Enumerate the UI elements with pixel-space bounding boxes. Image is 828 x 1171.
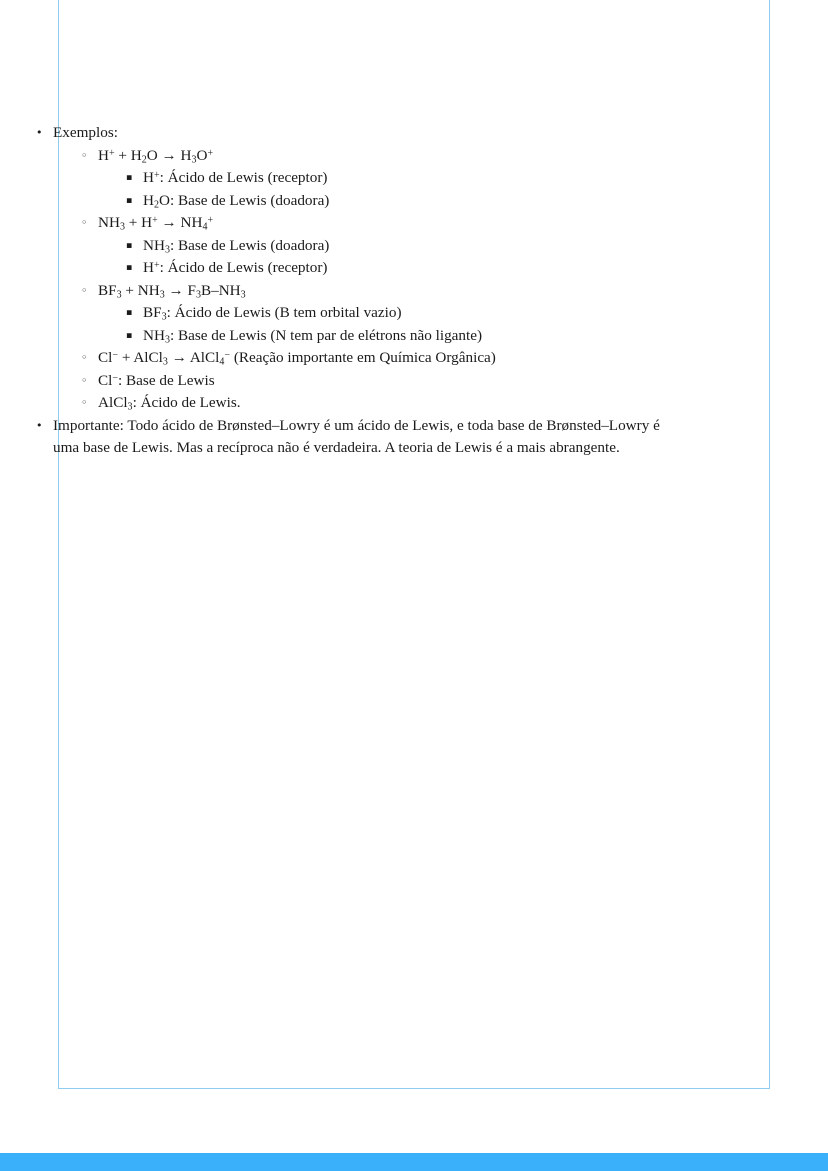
reaction-3-detail-2 — [143, 325, 686, 348]
list-item-reaction-3 — [81, 280, 686, 348]
eq3-part2: + NH — [121, 281, 160, 299]
detail-text: : Base de Lewis (doadora) — [169, 236, 330, 254]
detail-species: NH — [143, 236, 165, 254]
list-item-detail — [126, 257, 686, 280]
detail-species: NH — [143, 326, 165, 344]
eq2-part2: + H — [124, 214, 153, 231]
detail-text: : Ácido de Lewis (receptor) — [159, 169, 328, 186]
note-text: : Ácido de Lewis. — [132, 394, 241, 411]
bullet-square-icon: ▪ — [126, 307, 133, 318]
eq3-part4: B–NH — [200, 281, 241, 299]
eq2-sub2: 4 — [202, 221, 208, 233]
reaction-2-detail-1 — [143, 235, 686, 258]
eq2-part1: NH — [98, 214, 120, 231]
list-item-detail — [126, 302, 686, 325]
bullet-disc-icon: • — [36, 418, 43, 432]
list-item-note-chloride — [81, 370, 686, 393]
exemplos-heading: Exemplos: — [53, 124, 118, 141]
detail-text: O: Base de Lewis (doadora) — [158, 191, 330, 209]
eq2-sub1: 3 — [119, 221, 125, 233]
note-text: : Base de Lewis — [118, 371, 215, 389]
note-species-sup: − — [112, 372, 119, 384]
bullet-circle-icon: ◦ — [81, 148, 88, 162]
note-species-sub: 3 — [127, 401, 133, 413]
bullet-square-icon: ▪ — [126, 172, 133, 183]
eq4-part4: (Reação importante em Química Orgânica) — [230, 349, 496, 366]
eq3-sub4: 3 — [240, 289, 246, 300]
list-item-exemplos — [36, 122, 686, 415]
detail-species-sub: 3 — [161, 311, 167, 323]
detail-species: BF — [143, 304, 162, 321]
eq2-sup2: + — [207, 214, 214, 226]
eq3-sub3: 3 — [195, 289, 201, 300]
detail-species-sup: + — [153, 169, 160, 181]
eq1-sup2: + — [207, 147, 214, 159]
eq4-part2: + AlCl — [118, 349, 163, 366]
bullet-circle-icon: ◦ — [81, 216, 88, 229]
note-chloride — [98, 370, 686, 393]
eq4-sup1: − — [112, 349, 119, 361]
eq1-sub2: 3 — [191, 154, 197, 165]
eq4-sup2: − — [224, 349, 231, 361]
eq4-part3: → AlCl — [167, 349, 220, 366]
list-item-reaction-2 — [81, 212, 686, 280]
bullet-circle-icon: ◦ — [81, 351, 88, 364]
bullet-circle-icon: ◦ — [81, 373, 88, 387]
list-item-detail — [126, 325, 686, 348]
bullet-square-icon: ▪ — [126, 329, 133, 341]
reaction-2-detail-2 — [143, 257, 686, 280]
eq1-part3: O → H — [146, 146, 192, 164]
eq4-sub1: 3 — [162, 356, 168, 368]
reaction-3-detail-1 — [143, 302, 686, 325]
outline-level-2-reactions — [81, 145, 686, 415]
bullet-square-icon: ▪ — [126, 239, 133, 251]
eq4-part1: Cl — [98, 349, 113, 366]
important-note-text: Importante: Todo ácido de Brønsted–Lowry é um ácido de Lewis, e toda base de Brønsted–Lowry é uma base de Lewis. Mas a recíproca não é verdadeira. A teoria de Lewis é a mais abrangente. — [53, 416, 660, 456]
reaction-equation-2 — [98, 212, 686, 235]
reaction-1-detail-1 — [143, 167, 686, 190]
eq3-part1: BF — [98, 281, 117, 299]
outline-level-1 — [36, 122, 686, 460]
detail-species: H — [143, 259, 154, 276]
detail-species-sub: 2 — [153, 199, 159, 210]
eq1-sub1: 2 — [141, 154, 147, 165]
eq2-part3: → NH — [157, 214, 203, 231]
reaction-equation-1 — [98, 145, 686, 168]
bullet-disc-icon: • — [36, 126, 43, 139]
eq1-sup1: + — [108, 147, 115, 159]
bullet-circle-icon: ◦ — [81, 283, 88, 297]
reaction-1-detail-2 — [143, 190, 686, 213]
eq3-sub1: 3 — [116, 289, 122, 300]
note-species: Cl — [98, 371, 113, 389]
detail-text: : Ácido de Lewis (B tem orbital vazio) — [166, 304, 402, 321]
list-item-detail — [126, 235, 686, 258]
outline-level-3-reaction-3-details — [126, 302, 686, 347]
detail-species-sub: 3 — [164, 244, 170, 255]
bullet-square-icon: ▪ — [126, 262, 133, 273]
eq1-part2: + H — [114, 146, 142, 164]
outline-level-3-reaction-2-details — [126, 235, 686, 280]
bullet-square-icon: ▪ — [126, 194, 133, 206]
eq3-sub2: 3 — [159, 289, 165, 300]
eq4-sub2: 4 — [219, 356, 225, 368]
reaction-equation-3 — [98, 280, 686, 303]
list-item-detail — [126, 190, 686, 213]
note-alcl3 — [98, 392, 686, 415]
list-item-detail — [126, 167, 686, 190]
detail-species: H — [143, 169, 154, 186]
detail-species-sup: + — [153, 259, 160, 271]
eq2-sup1: + — [152, 214, 158, 226]
eq1-part1: H — [98, 146, 109, 164]
note-species: AlCl — [98, 394, 128, 411]
outline-level-3-reaction-1-details — [126, 167, 686, 212]
list-item-reaction-4 — [81, 347, 686, 370]
eq3-part3: → F — [164, 281, 196, 299]
reaction-equation-4 — [98, 347, 686, 370]
list-item-importante — [36, 415, 686, 460]
eq1-part4: O — [196, 146, 208, 164]
detail-text: : Ácido de Lewis (receptor) — [159, 259, 328, 276]
bullet-circle-icon: ◦ — [81, 396, 88, 409]
detail-species: H — [143, 191, 154, 209]
detail-species-sub: 3 — [164, 334, 170, 345]
detail-text: : Base de Lewis (N tem par de elétrons não ligante) — [169, 326, 483, 344]
bottom-app-bar — [0, 1153, 828, 1171]
list-item-note-alcl3 — [81, 392, 686, 415]
list-item-reaction-1 — [81, 145, 686, 213]
document-content — [36, 122, 686, 460]
